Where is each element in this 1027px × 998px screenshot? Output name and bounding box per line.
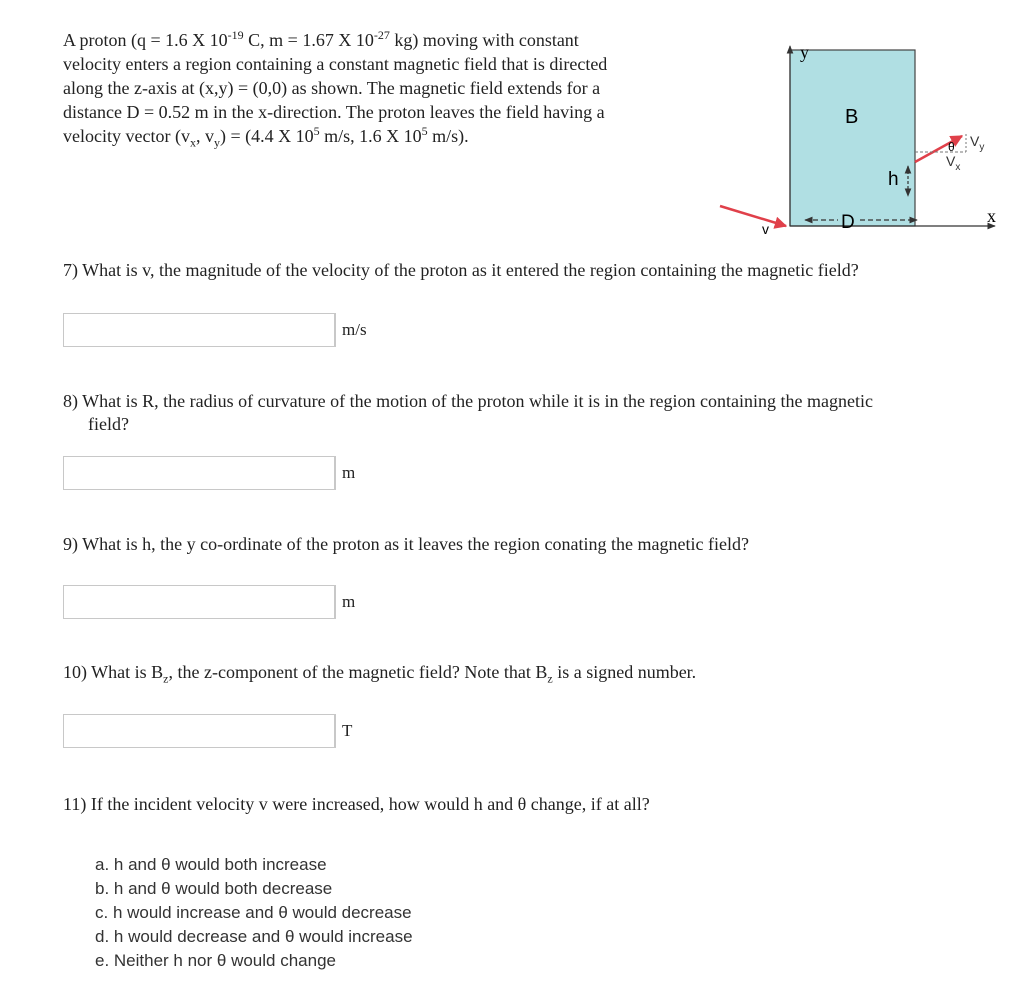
choice-c[interactable]: c. h would increase and θ would decrease <box>95 903 412 922</box>
q10-answer-input[interactable] <box>63 714 335 748</box>
question-8: 8) What is R, the radius of curvature of the motion of the proton while it is in the region containing the magnetic field? <box>63 391 873 434</box>
field-region <box>790 50 915 226</box>
q9-answer-input[interactable] <box>63 585 335 619</box>
q7-answer-input[interactable] <box>63 313 335 347</box>
intro-line-4: distance D = 0.52 m in the x-direction. The proton leaves the field having a <box>63 102 605 122</box>
problem-statement <box>63 28 713 148</box>
question-9: 9) What is h, the y co-ordinate of the proton as it leaves the region conating the magnetic field? <box>63 534 749 554</box>
intro-line-1: A proton (q = 1.6 X $10^{-19}$ C, m = 1.67 X $10^{-27}$ kg) moving with constant <box>63 28 579 50</box>
question-11: 11) If the incident velocity v were increased, how would h and θ change, if at all? <box>63 794 650 814</box>
vy-label: $V_y$ <box>970 133 985 153</box>
q8-unit: m <box>335 456 368 490</box>
q9-unit: m <box>335 585 368 619</box>
x-axis-label: x <box>987 206 996 226</box>
intro-line-5: velocity vector ($v_x$, $v_y) = (4.4$ X $10^5$ m/s, 1.6 X $10^5$ m/s). <box>63 124 469 150</box>
question-7: 7) What is v, the magnitude of the velocity of the proton as it entered the region containing the magnetic field? <box>63 260 859 280</box>
question-10: 10) What is $B_z$, the z-component of the magnetic field? Note that $B_z$ is a signed number. <box>63 662 697 686</box>
q10-unit: T <box>335 714 368 748</box>
h-label: h <box>888 169 899 190</box>
choice-b[interactable]: b. h and θ would both decrease <box>95 879 333 898</box>
vx-label: $V_x$ <box>946 153 961 173</box>
q8-answer-input[interactable] <box>63 456 335 490</box>
choice-d[interactable]: d. h would decrease and θ would increase <box>95 927 413 946</box>
intro-line-3: along the z-axis at (x,y) = (0,0) as shown. The magnetic field extends for a <box>63 78 601 98</box>
choice-a[interactable]: a. h and θ would both increase <box>95 855 327 874</box>
v-label: v <box>762 221 769 237</box>
q7-unit: m/s <box>335 313 368 347</box>
incoming-velocity-arrow <box>720 206 786 226</box>
d-label: D <box>841 212 855 233</box>
theta-label: θ <box>948 140 955 154</box>
field-label-b: B <box>845 106 859 128</box>
q11-choices <box>95 853 413 973</box>
y-axis-label: y <box>800 42 809 62</box>
intro-line-2: velocity enters a region containing a constant magnetic field that is directed <box>63 54 608 74</box>
choice-e[interactable]: e. Neither h nor θ would change <box>95 951 336 970</box>
magnetic-field-diagram <box>710 38 1015 238</box>
